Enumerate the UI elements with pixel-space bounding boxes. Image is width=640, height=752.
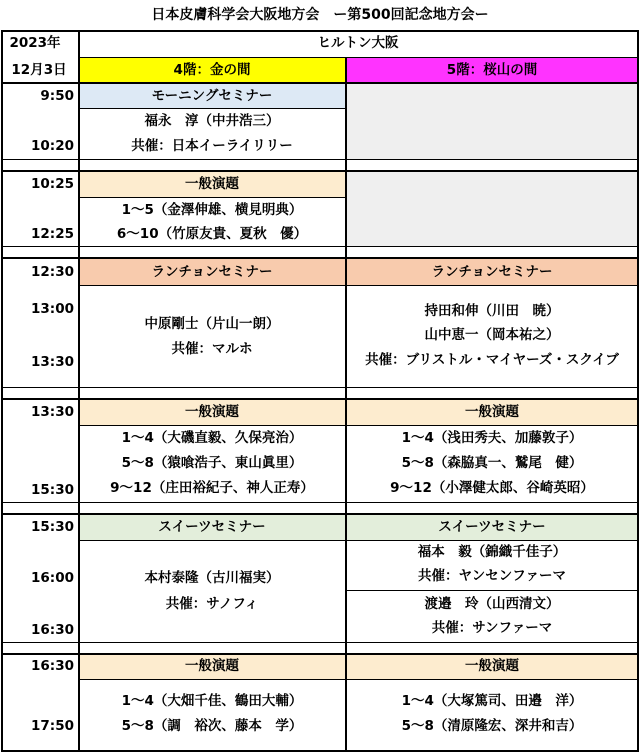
speaker-line: 9〜12（庄田裕紀子、神人正寿） xyxy=(110,480,314,496)
sponsor-line: 共催：サンファーマ xyxy=(431,620,553,636)
speaker-line: 中原剛士（片山一朗） xyxy=(144,316,280,332)
grid-line xyxy=(346,590,639,591)
speaker-line: 1〜4（浅田秀夫、加藤敦子） xyxy=(401,430,583,446)
time-label: 9:50 xyxy=(40,88,74,104)
room-b-label: 5階：桜山の間 xyxy=(446,62,538,78)
speaker-line: 1〜4（大畑千佳、鶴田大輔） xyxy=(121,693,303,709)
session-title: 一般演題 xyxy=(465,658,519,674)
session-title: 一般演題 xyxy=(465,404,519,420)
speaker-line: 9〜12（小澤健太郎、谷崎英昭） xyxy=(390,480,594,496)
time-label: 10:20 xyxy=(31,138,74,154)
grid-line xyxy=(1,513,639,515)
speaker-line: 5〜8（清原隆宏、深井和吉） xyxy=(401,718,583,734)
venue-label: ヒルトン大阪 xyxy=(317,35,399,51)
grid-line xyxy=(1,257,639,259)
grid-line xyxy=(79,57,639,58)
sponsor-line: 共催：ブリストル・マイヤーズ・スクイブ xyxy=(365,352,619,368)
page-title: 日本皮膚科学会大阪地方会 ー第500回記念地方会ー xyxy=(151,7,489,23)
speaker-line: 福本 毅（錦織千佳子） xyxy=(417,544,567,560)
speaker-line: 5〜8（森脇真一、鷲尾 健） xyxy=(401,455,583,471)
session-1-room-b-empty xyxy=(346,84,638,159)
session-title: スイーツセミナー xyxy=(438,519,546,535)
time-label: 16:30 xyxy=(31,622,74,638)
grid-line xyxy=(79,285,639,286)
grid-line xyxy=(79,425,639,426)
speaker-line: 山中恵一（岡本祐之） xyxy=(424,327,560,343)
session-2-room-b-empty xyxy=(346,172,638,246)
time-label: 17:50 xyxy=(31,718,74,734)
session-title: モーニングセミナー xyxy=(151,88,273,104)
speaker-line: 1〜5（金澤伸雄、横見明典） xyxy=(121,202,303,218)
date-label: 12月3日 xyxy=(11,62,67,78)
grid-line xyxy=(79,108,346,109)
sponsor-line: 共催：マルホ xyxy=(171,341,253,357)
grid-line xyxy=(1,653,639,655)
grid-line xyxy=(1,30,639,32)
grid-line xyxy=(79,679,639,680)
grid-line xyxy=(79,540,639,541)
session-title: スイーツセミナー xyxy=(158,519,266,535)
grid-line xyxy=(1,642,639,643)
time-label: 13:30 xyxy=(31,404,74,420)
sponsor-line: 共催：日本イーライリリー xyxy=(131,138,293,154)
session-title: ランチョンセミナー xyxy=(151,264,273,280)
speaker-line: 5〜8（調 裕次、藤本 学） xyxy=(121,718,303,734)
sponsor-line: 共催：サノフィ xyxy=(165,596,259,612)
time-label: 13:00 xyxy=(31,301,74,317)
speaker-line: 6〜10（竹原友貴、夏秋 優） xyxy=(116,226,308,242)
speaker-line: 渡邉 玲（山西清文） xyxy=(424,596,560,612)
time-label: 10:25 xyxy=(31,176,74,192)
grid-line xyxy=(1,170,639,172)
time-label: 16:00 xyxy=(31,570,74,586)
speaker-line: 福永 淳（中井浩三） xyxy=(144,113,280,129)
grid-line xyxy=(1,246,639,247)
grid-line xyxy=(1,159,639,160)
session-title: 一般演題 xyxy=(185,658,239,674)
time-label: 16:30 xyxy=(31,658,74,674)
speaker-line: 1〜4（大塚篤司、田邉 洋） xyxy=(401,693,583,709)
year-label: 2023年 xyxy=(9,35,61,51)
speaker-line: 5〜8（猿喰浩子、東山眞里） xyxy=(121,455,303,471)
grid-line xyxy=(1,398,639,400)
grid-line xyxy=(1,502,639,503)
session-title: 一般演題 xyxy=(185,404,239,420)
time-label: 13:30 xyxy=(31,354,74,370)
grid-line xyxy=(1,82,639,84)
time-label: 12:30 xyxy=(31,264,74,280)
time-label: 12:25 xyxy=(31,226,74,242)
sponsor-line: 共催：ヤンセンファーマ xyxy=(417,568,567,584)
speaker-line: 持田和伸（川田 暁） xyxy=(424,303,560,319)
grid-line xyxy=(79,197,346,198)
session-title: 一般演題 xyxy=(185,176,239,192)
session-title: ランチョンセミナー xyxy=(431,264,553,280)
grid-line xyxy=(1,387,639,388)
grid-line xyxy=(78,30,80,752)
grid-line xyxy=(637,30,639,752)
grid-line xyxy=(1,30,3,752)
speaker-line: 本村泰隆（古川福実） xyxy=(144,570,280,586)
grid-line xyxy=(345,57,347,752)
speaker-line: 1〜4（大磯直毅、久保亮治） xyxy=(121,430,303,446)
time-label: 15:30 xyxy=(31,519,74,535)
room-a-label: 4階：金の間 xyxy=(173,62,251,78)
time-label: 15:30 xyxy=(31,482,74,498)
